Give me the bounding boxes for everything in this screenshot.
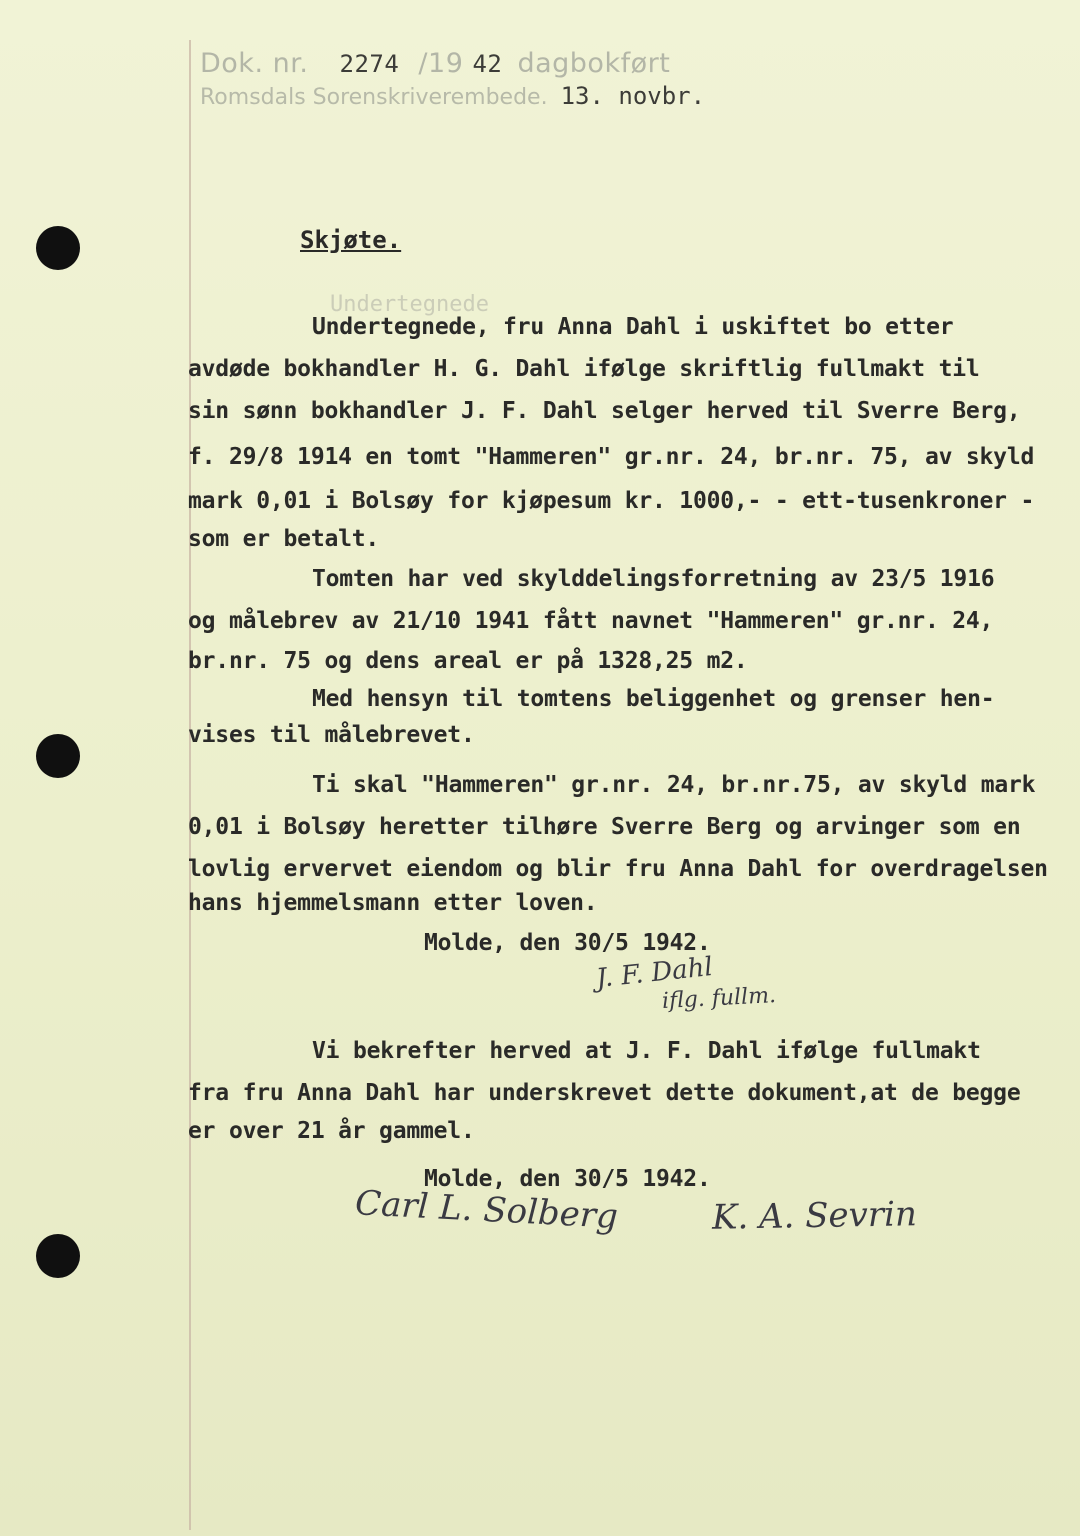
body-line: hans hjemmelsmann etter loven. xyxy=(188,890,598,916)
place-date-line: Molde, den 30/5 1942. xyxy=(424,930,711,956)
punch-hole-middle xyxy=(36,734,80,778)
body-line: lovlig ervervet eiendom og blir fru Anna Dahl for overdragelsen xyxy=(188,856,1048,882)
punch-hole-bottom xyxy=(36,1234,80,1278)
body-line: Med hensyn til tomtens beliggenhet og grenser hen- xyxy=(312,686,995,712)
body-line: avdøde bokhandler H. G. Dahl ifølge skriftlig fullmakt til xyxy=(188,356,980,382)
body-line: er over 21 år gammel. xyxy=(188,1118,475,1144)
doc-label: Dok. nr. xyxy=(200,48,309,79)
office-stamp xyxy=(200,82,705,110)
registration-date: 13. novbr. xyxy=(560,82,706,110)
body-line: f. 29/8 1914 en tomt "Hammeren" gr.nr. 24, br.nr. 75, av skyld xyxy=(188,444,1035,470)
body-line: Ti skal "Hammeren" gr.nr. 24, br.nr.75, av skyld mark xyxy=(312,772,1036,798)
body-line: sin sønn bokhandler J. F. Dahl selger herved til Sverre Berg, xyxy=(188,398,1021,424)
punch-hole-top xyxy=(36,226,80,270)
seller-signature: J. F. Dahl xyxy=(594,951,715,995)
witness-signature-2: K. A. Sevrin xyxy=(711,1194,918,1238)
witness-signature-1: Carl L. Solberg xyxy=(354,1183,619,1237)
body-line: mark 0,01 i Bolsøy for kjøpesum kr. 1000,- - ett-tusenkroner - xyxy=(188,488,1035,514)
body-line: som er betalt. xyxy=(188,526,380,552)
year-suffix: 42 xyxy=(472,50,503,78)
margin-line xyxy=(189,40,191,1530)
seller-signature-note: iflg. fullm. xyxy=(661,983,777,1014)
office-label: Romsdals Sorenskriverembede. xyxy=(200,85,548,110)
body-line: Tomten har ved skylddelingsforretning av 23/5 1916 xyxy=(312,566,995,592)
doc-number-stamp xyxy=(200,48,670,79)
body-line: og målebrev av 21/10 1941 fått navnet "Hammeren" gr.nr. 24, xyxy=(188,608,994,634)
body-line: 0,01 i Bolsøy heretter tilhøre Sverre Berg og arvinger som en xyxy=(188,814,1021,840)
year-prefix: /19 xyxy=(418,48,464,79)
body-line: fra fru Anna Dahl har underskrevet dette dokument,at de begge xyxy=(188,1080,1021,1106)
body-line: Vi bekrefter herved at J. F. Dahl ifølge fullmakt xyxy=(312,1038,981,1064)
registered-label: dagbokført xyxy=(517,48,671,79)
place-date-line: Molde, den 30/5 1942. xyxy=(424,1166,711,1192)
body-line: vises til målebrevet. xyxy=(188,722,475,748)
faded-overtype: Undertegnede xyxy=(330,292,489,317)
document-title: Skjøte. xyxy=(300,226,402,254)
body-line: Undertegnede, fru Anna Dahl i uskiftet bo etter xyxy=(312,314,954,340)
doc-number: 2274 xyxy=(339,50,400,78)
body-line: br.nr. 75 og dens areal er på 1328,25 m2. xyxy=(188,648,748,674)
